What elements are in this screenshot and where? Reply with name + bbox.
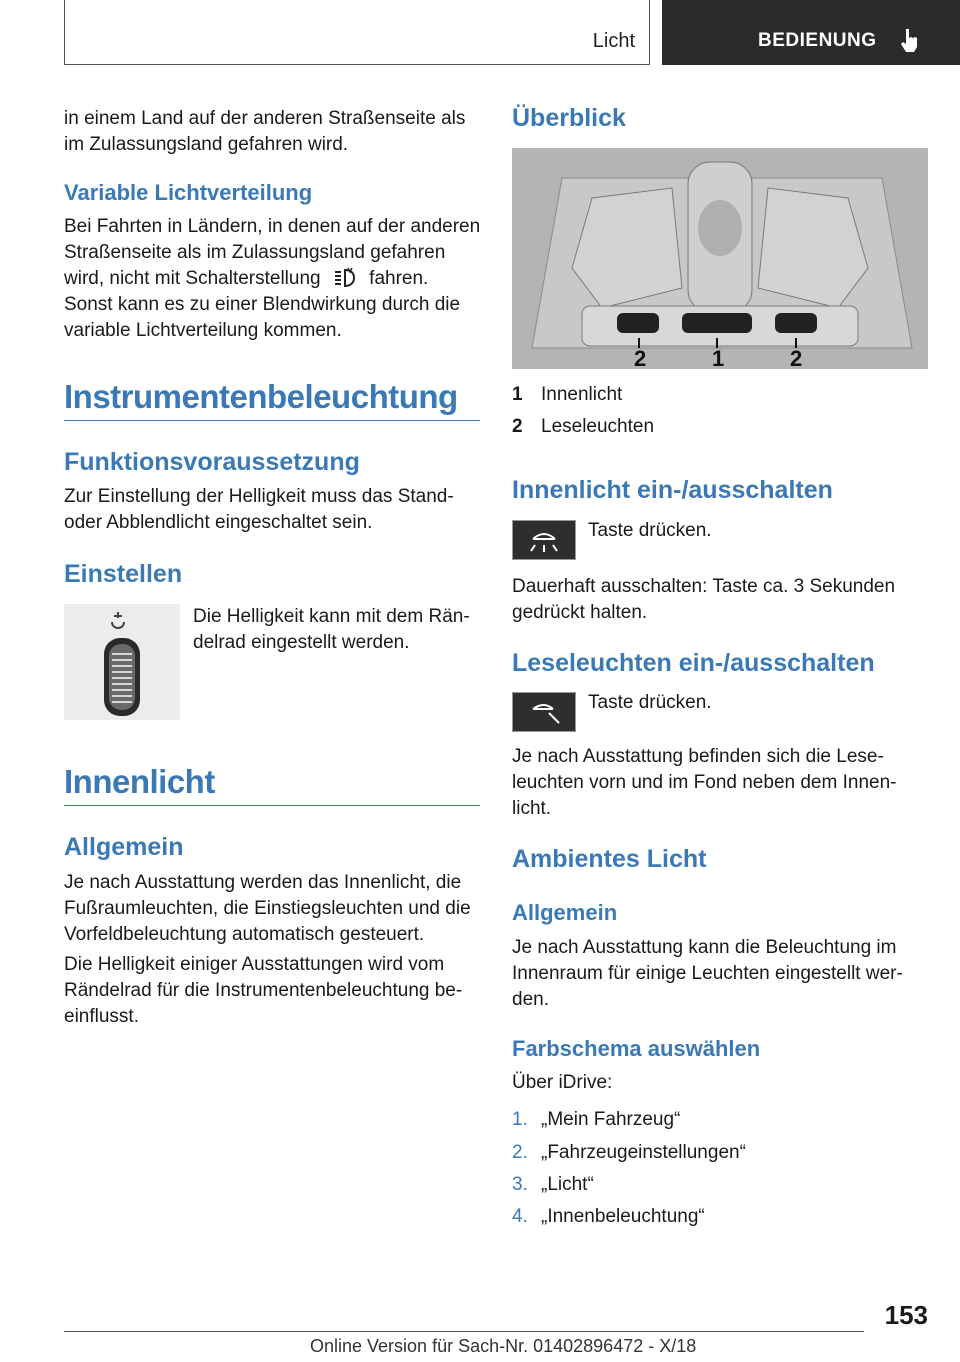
- step-num-3: 3.: [512, 1174, 528, 1195]
- variable-light-text-a: Bei Fahrten in Ländern, in denen auf der anderen Straßenseite als im Zulassungsland gefahren wird, nicht mit Schalterstellung: [64, 216, 481, 289]
- header-chapter-label: BEDIENUNG: [758, 30, 877, 51]
- footer-rule: [64, 1331, 864, 1332]
- step-text-2: „Fahrzeugeinstellungen“: [541, 1142, 746, 1163]
- interior-general-text1: Je nach Ausstattung werden das Innenlicht, die Fußraumleuchten, die Einstiegsleuchten und die Vorfeldbeleuchtung automatisch gesteuert.: [64, 872, 471, 945]
- reading-toggle-text: Taste drücken.: [588, 692, 712, 713]
- reading-light-icon: [513, 693, 575, 731]
- hand-pointer-icon: [898, 27, 920, 53]
- instrument-heading-rule: [64, 420, 480, 421]
- step-num-2: 2.: [512, 1142, 528, 1163]
- header-section-tab: [64, 0, 650, 65]
- footer-online-version: Online Version für Sach-Nr. 01402896472 - X/18: [310, 1336, 697, 1356]
- ambient-general-heading: Allgemein: [512, 900, 618, 925]
- legend-text-1: Innenlicht: [541, 384, 623, 405]
- step-num-1: 1.: [512, 1109, 528, 1130]
- legend-num-1: 1: [512, 384, 523, 405]
- interior-light-icon: [513, 521, 575, 559]
- interior-general-heading: Allgemein: [64, 833, 184, 861]
- interior-light-button-image: [512, 520, 576, 560]
- legend-text-2: Leseleuchten: [541, 416, 655, 437]
- thumbwheel-icon: [64, 604, 180, 720]
- variable-light-text-b: fahren. Sonst kann es zu einer Blendwirkung durch die variable Lichtverteilung kommen.: [64, 268, 461, 341]
- color-scheme-heading: Farbschema auswählen: [512, 1036, 761, 1061]
- thumbwheel-image: [64, 604, 180, 720]
- variable-light-switch-icon: [332, 266, 358, 288]
- instrument-lighting-heading: Instrumentenbeleuchtung: [64, 378, 458, 415]
- intro-text: in einem Land auf der anderen Straßenseite als im Zulassungsland gefahren wird.: [64, 108, 466, 155]
- interior-heading-rule: [64, 805, 480, 806]
- variable-light-heading: Variable Lichtverteilung: [64, 180, 313, 205]
- idrive-intro-text: Über iDrive:: [512, 1072, 613, 1093]
- interior-general-text2: Die Helligkeit einiger Ausstattungen wird vom Rändelrad für die Instrumentenbeleuchtung be- einflusst.: [64, 954, 463, 1027]
- overview-heading: Überblick: [512, 104, 626, 132]
- step-text-4: „Innenbeleuchtung“: [541, 1206, 705, 1227]
- interior-toggle-heading: Innenlicht ein-/ausschalten: [512, 476, 833, 504]
- step-text-1: „Mein Fahrzeug“: [541, 1109, 681, 1130]
- variable-light-text: [64, 214, 482, 344]
- overhead-console-image: [512, 148, 928, 369]
- interior-toggle-text2: Dauerhaft ausschalten: Taste ca. 3 Sekunden gedrückt halten.: [512, 576, 896, 623]
- image-label-2-left: 2: [634, 346, 647, 369]
- legend-num-2: 2: [512, 416, 523, 437]
- page-number: 153: [884, 1300, 928, 1330]
- reading-light-button-image: [512, 692, 576, 732]
- adjust-heading: Einstellen: [64, 560, 183, 588]
- image-label-2-right: 2: [790, 346, 803, 369]
- ambient-general-text: Je nach Ausstattung kann die Beleuchtung im Innenraum für einige Leuchten eingestellt wer- den.: [512, 937, 903, 1010]
- header-section-label: Licht: [592, 30, 635, 52]
- image-label-1: 1: [712, 346, 725, 369]
- function-requirement-text: Zur Einstellung der Helligkeit muss das Stand- oder Abblendlicht eingeschaltet sein.: [64, 486, 454, 533]
- step-text-3: „Licht“: [541, 1174, 594, 1195]
- ambient-light-heading: Ambientes Licht: [512, 845, 707, 873]
- adjust-text: Die Helligkeit kann mit dem Rän- delrad eingestellt werden.: [193, 606, 470, 653]
- overhead-console-illustration: [512, 148, 928, 369]
- header-chapter-tab: [662, 0, 960, 65]
- step-num-4: 4.: [512, 1206, 528, 1227]
- reading-toggle-text2: Je nach Ausstattung befinden sich die Lese- leuchten vorn und im Fond neben dem Innen- licht.: [512, 746, 897, 819]
- interior-toggle-text: Taste drücken.: [588, 520, 712, 541]
- function-requirement-heading: Funktionsvoraussetzung: [64, 448, 360, 476]
- reading-toggle-heading: Leseleuchten ein-/ausschalten: [512, 649, 875, 677]
- interior-light-heading: Innenlicht: [64, 763, 215, 800]
